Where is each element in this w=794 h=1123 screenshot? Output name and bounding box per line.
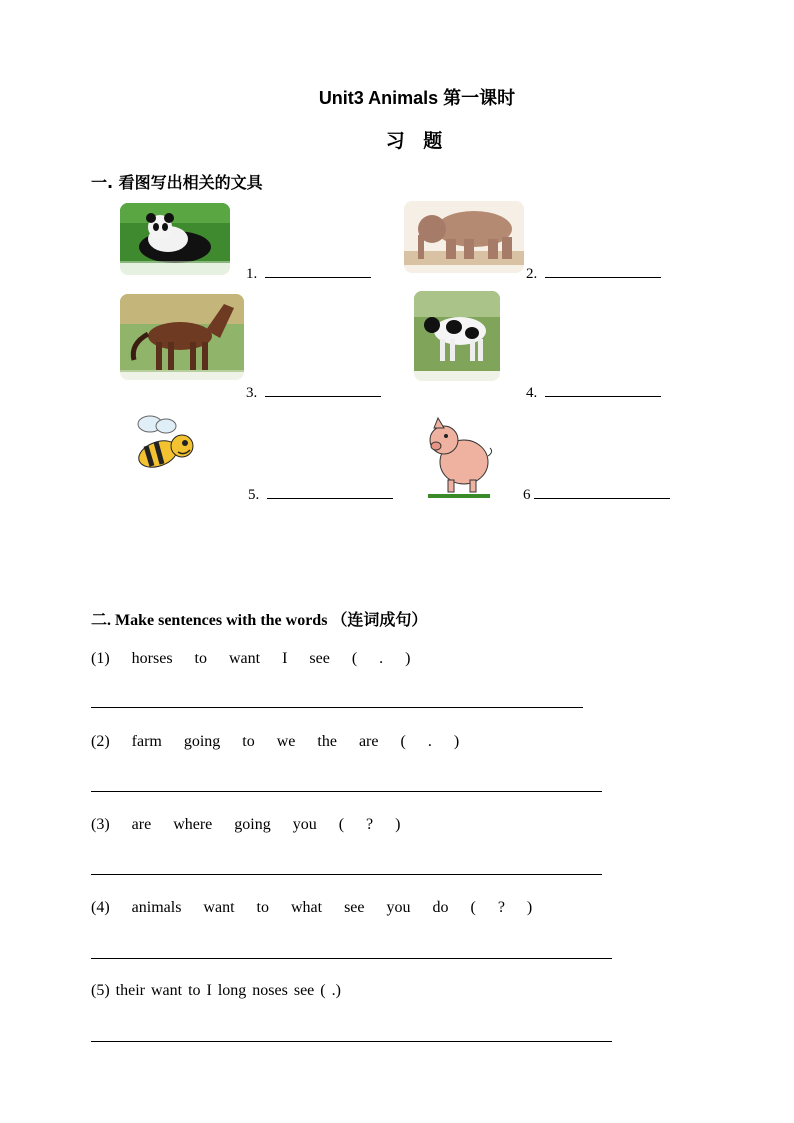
question-3: (3) are where going you ( ? ) — [91, 816, 401, 833]
answer-label: 1. — [246, 266, 258, 282]
answer-label: 6 — [523, 487, 531, 503]
question-2: (2) farm going to we the are ( . ) — [91, 733, 460, 750]
question-4: (4) animals want to what see you do ( ? ) — [91, 899, 533, 916]
answer-4 — [526, 382, 661, 402]
answer-blank[interactable] — [534, 484, 670, 499]
pig-image — [424, 414, 494, 505]
question-5: (5) their want to I long noses see ( .) — [91, 982, 341, 999]
section1-heading: 一. 看图写出相关的文具 — [91, 173, 263, 192]
answer-2 — [526, 263, 661, 283]
question-1: (1) horses to want I see ( . ) — [91, 650, 411, 667]
horse-image — [120, 294, 244, 385]
answer-line-2[interactable] — [91, 791, 602, 792]
cow-image — [414, 291, 500, 386]
answer-line-1[interactable] — [91, 707, 583, 708]
answer-blank[interactable] — [267, 484, 393, 499]
bee-image — [132, 410, 198, 481]
answer-6 — [523, 484, 670, 504]
answer-line-5[interactable] — [91, 1041, 612, 1042]
answer-line-4[interactable] — [91, 958, 612, 959]
panda-image — [120, 203, 230, 280]
answer-blank[interactable] — [545, 263, 661, 278]
section2-heading: 二. Make sentences with the words （连词成句） — [91, 612, 428, 629]
answer-label: 2. — [526, 266, 538, 282]
answer-3 — [246, 382, 381, 402]
answer-1 — [246, 263, 371, 283]
page-title: Unit3 Animals 第一课时 — [318, 88, 516, 108]
answer-label: 4. — [526, 385, 538, 401]
answer-blank[interactable] — [265, 263, 371, 278]
answer-blank[interactable] — [545, 382, 661, 397]
answer-blank[interactable] — [265, 382, 381, 397]
answer-label: 3. — [246, 385, 258, 401]
page-subtitle: 习 题 — [385, 130, 449, 152]
answer-label: 5. — [248, 487, 260, 503]
answer-5 — [248, 484, 393, 504]
answer-line-3[interactable] — [91, 874, 602, 875]
elephant-image — [404, 201, 524, 278]
